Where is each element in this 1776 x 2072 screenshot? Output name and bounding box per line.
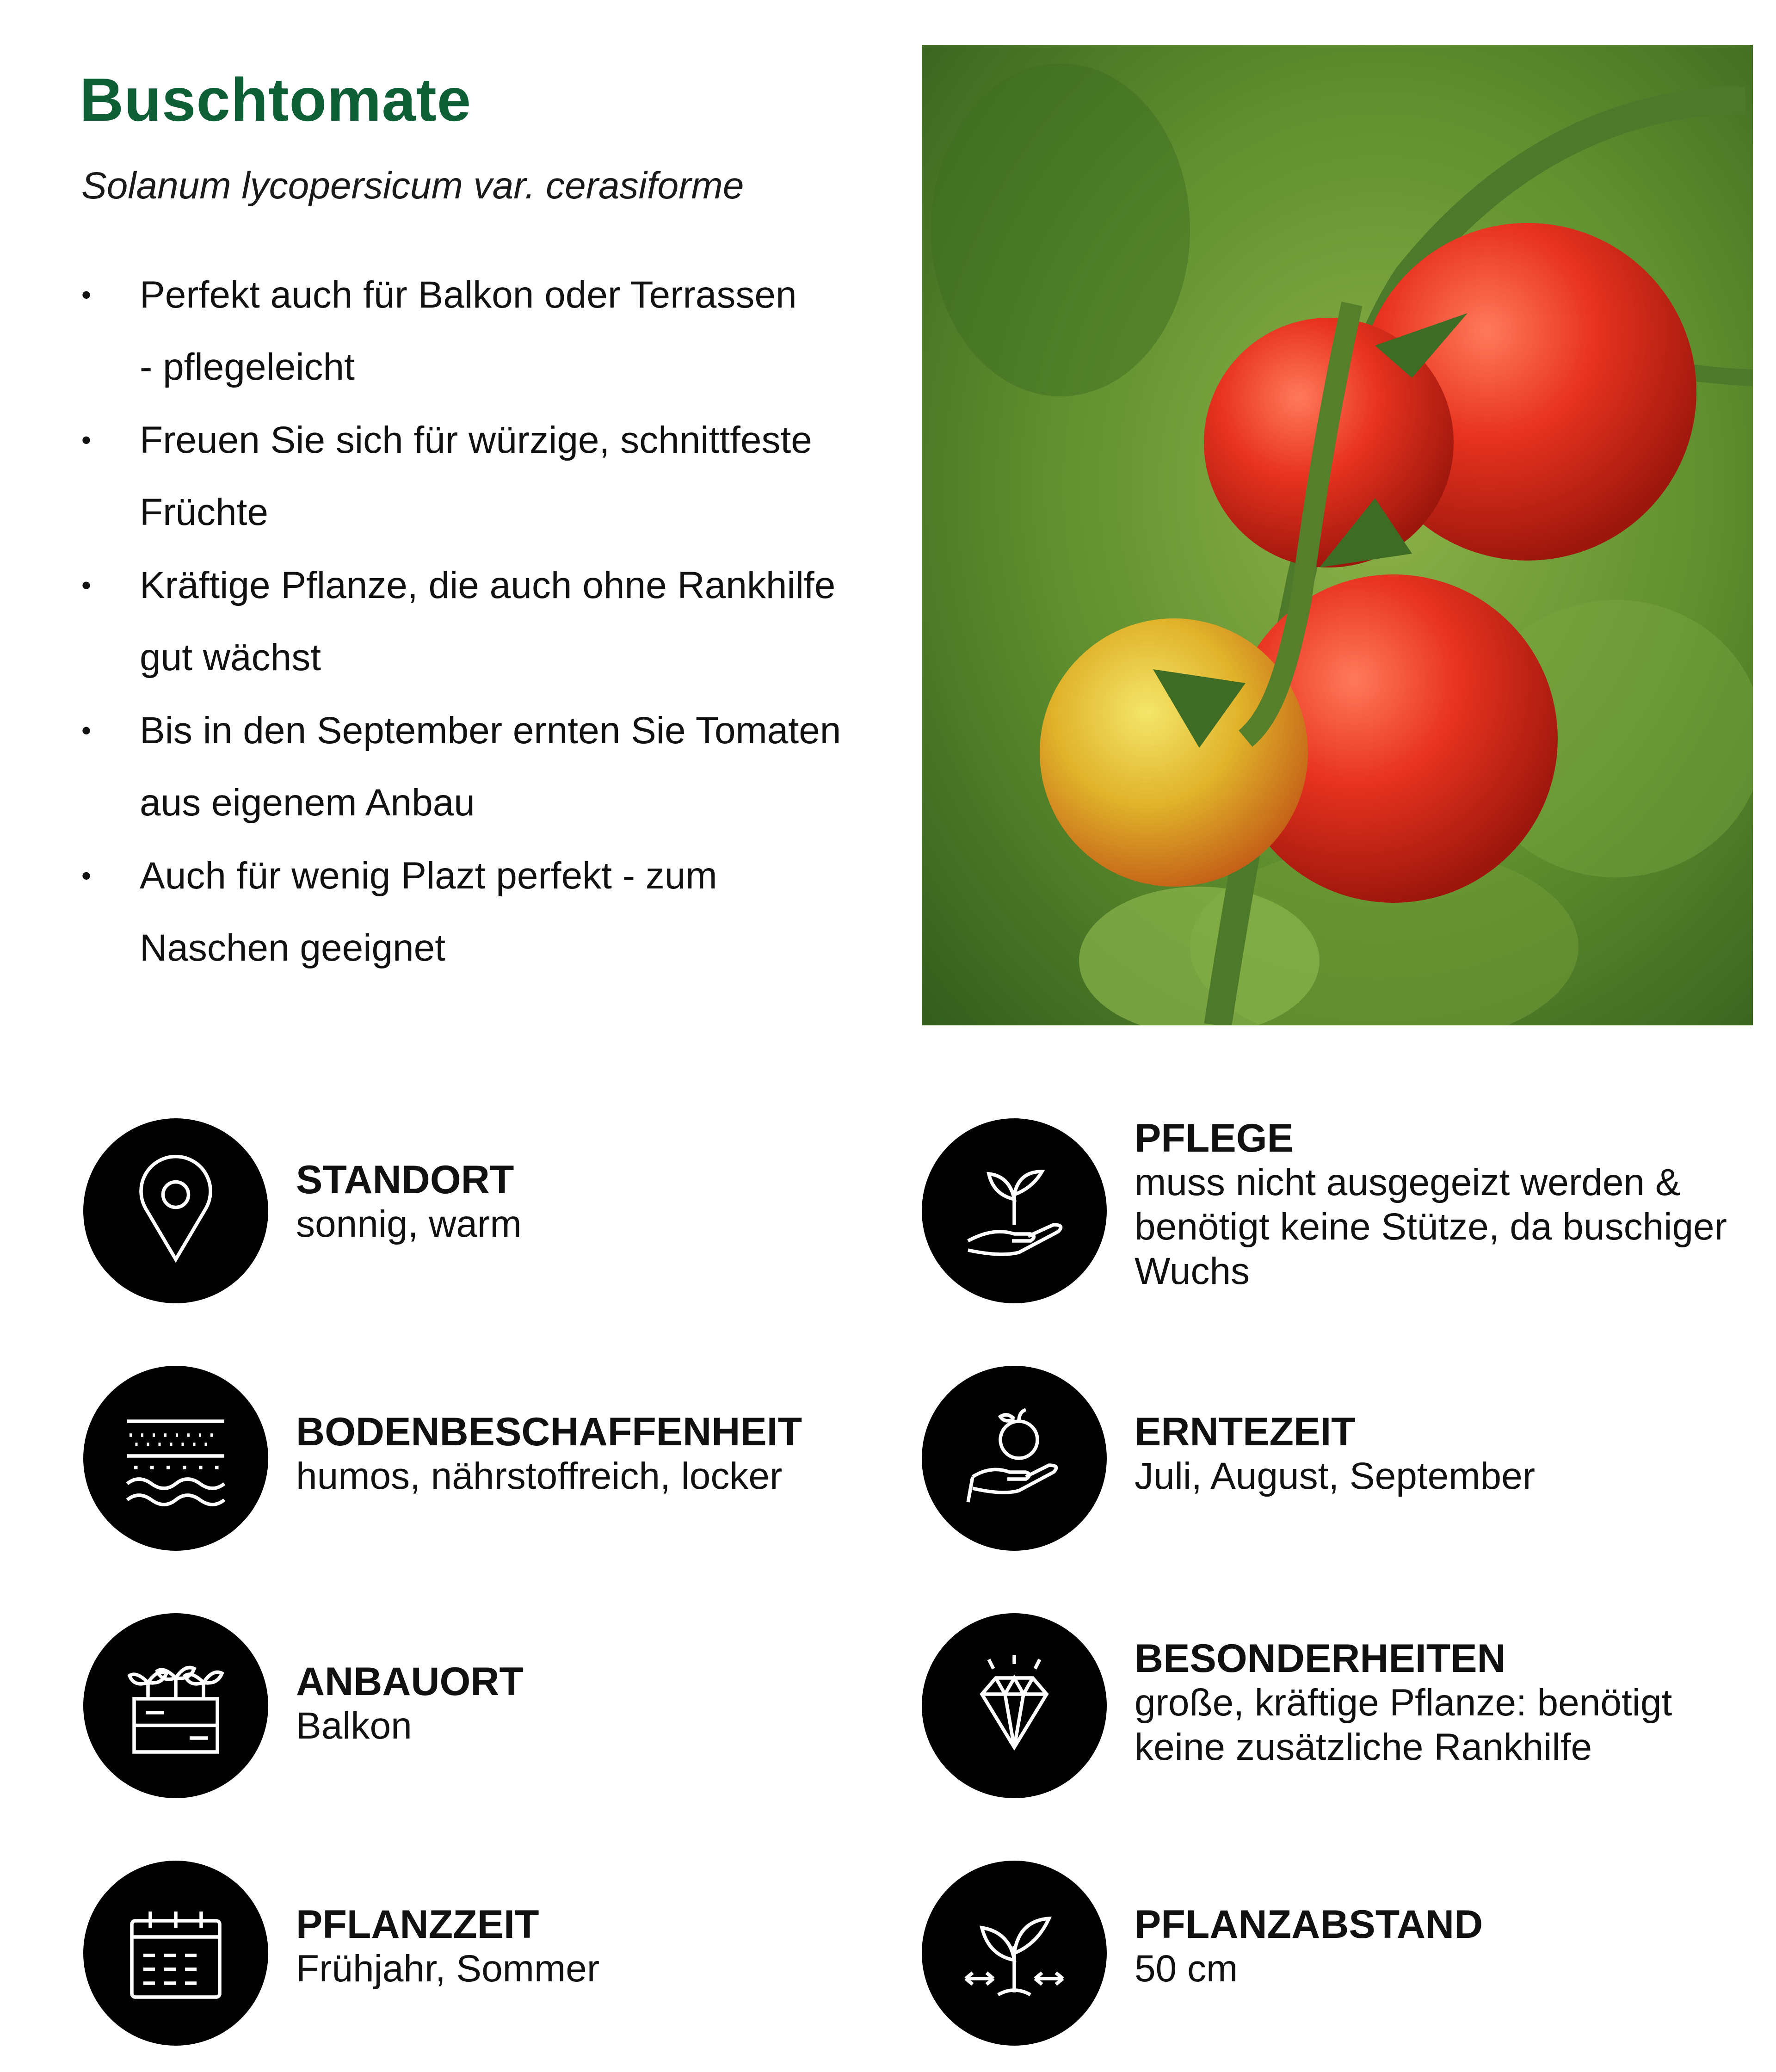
feature-value: muss nicht ausgegeizt werden & — [1135, 1161, 1681, 1203]
feature-value: 50 cm — [1135, 1948, 1238, 1990]
feature-label: PFLANZABSTAND — [1135, 1902, 1483, 1947]
bullet-line: - pflegeleicht — [140, 346, 355, 388]
soil-layers-icon — [118, 1400, 234, 1516]
feature-pflanzzeit — [83, 1861, 893, 2055]
product-title: Buschtomate — [80, 66, 472, 134]
feature-value: Balkon — [296, 1705, 412, 1747]
bullet-line: Freuen Sie sich für würzige, schnittfeste — [140, 419, 812, 461]
pflege-icon-circle — [922, 1118, 1107, 1303]
planter-box-icon — [118, 1648, 234, 1764]
feature-value: große, kräftige Pflanze: benötigt — [1135, 1682, 1672, 1724]
standort-icon-circle — [83, 1118, 268, 1303]
bullet-line: Auch für wenig Plazt perfekt - zum — [140, 855, 717, 897]
anbauort-icon-circle — [83, 1613, 268, 1798]
erntezeit-icon-circle — [922, 1366, 1107, 1551]
feature-pflanzabstand — [922, 1861, 1731, 2055]
pflanzabstand-icon-circle — [922, 1861, 1107, 2046]
bullet-line: Bis in den September ernten Sie Tomaten — [140, 709, 841, 752]
bullet-line: Naschen geeignet — [140, 927, 446, 969]
bullet-item — [81, 404, 877, 549]
feature-erntezeit — [922, 1366, 1731, 1560]
tomato-photo — [922, 45, 1753, 1025]
plant-spacing-icon — [956, 1895, 1072, 2011]
feature-bullet-list — [81, 259, 877, 985]
feature-boden — [83, 1366, 893, 1560]
bullet-line: aus eigenem Anbau — [140, 782, 475, 824]
feature-label: STANDORT — [296, 1158, 514, 1202]
pflanzzeit-icon-circle — [83, 1861, 268, 2046]
bullet-item — [81, 840, 877, 984]
boden-icon-circle — [83, 1366, 268, 1551]
bullet-dot: • — [81, 279, 92, 310]
feature-besonderheiten — [922, 1613, 1731, 1807]
feature-label: PFLEGE — [1135, 1116, 1294, 1160]
feature-anbauort — [83, 1613, 893, 1807]
seedling-hand-icon — [956, 1153, 1072, 1269]
location-pin-icon — [118, 1153, 234, 1269]
feature-label: ANBAUORT — [296, 1659, 524, 1704]
feature-value: benötigt keine Stütze, da buschiger — [1135, 1206, 1727, 1248]
bullet-dot: • — [81, 715, 92, 746]
calendar-icon — [118, 1895, 234, 2011]
feature-value: Wuchs — [1135, 1250, 1250, 1292]
feature-value: Juli, August, September — [1135, 1455, 1536, 1497]
feature-standort — [83, 1118, 893, 1313]
latin-name: Solanum lycopersicum var. cerasiforme — [81, 165, 744, 207]
feature-label: BESONDERHEITEN — [1135, 1636, 1506, 1681]
feature-value: Frühjahr, Sommer — [296, 1948, 600, 1990]
feature-pflege — [922, 1118, 1731, 1313]
bullet-dot: • — [81, 570, 92, 601]
fruit-hand-icon — [956, 1400, 1072, 1516]
diamond-icon — [956, 1648, 1072, 1764]
feature-label: PFLANZZEIT — [296, 1902, 539, 1947]
feature-value: sonnig, warm — [296, 1203, 522, 1245]
bullet-item — [81, 695, 877, 839]
besonderheiten-icon-circle — [922, 1613, 1107, 1798]
bullet-line: Perfekt auch für Balkon oder Terrassen — [140, 274, 797, 316]
feature-label: ERNTEZEIT — [1135, 1410, 1356, 1454]
bullet-item — [81, 549, 877, 694]
bullet-line: Früchte — [140, 491, 268, 533]
bullet-line: Kräftige Pflanze, die auch ohne Rankhilfe — [140, 564, 836, 606]
bullet-line: gut wächst — [140, 636, 321, 678]
bullet-dot: • — [81, 425, 92, 456]
bullet-dot: • — [81, 860, 92, 891]
feature-value: humos, nährstoffreich, locker — [296, 1455, 783, 1497]
feature-value: keine zusätzliche Rankhilfe — [1135, 1726, 1592, 1768]
feature-label: BODENBESCHAFFENHEIT — [296, 1410, 802, 1454]
bullet-item — [81, 259, 877, 403]
